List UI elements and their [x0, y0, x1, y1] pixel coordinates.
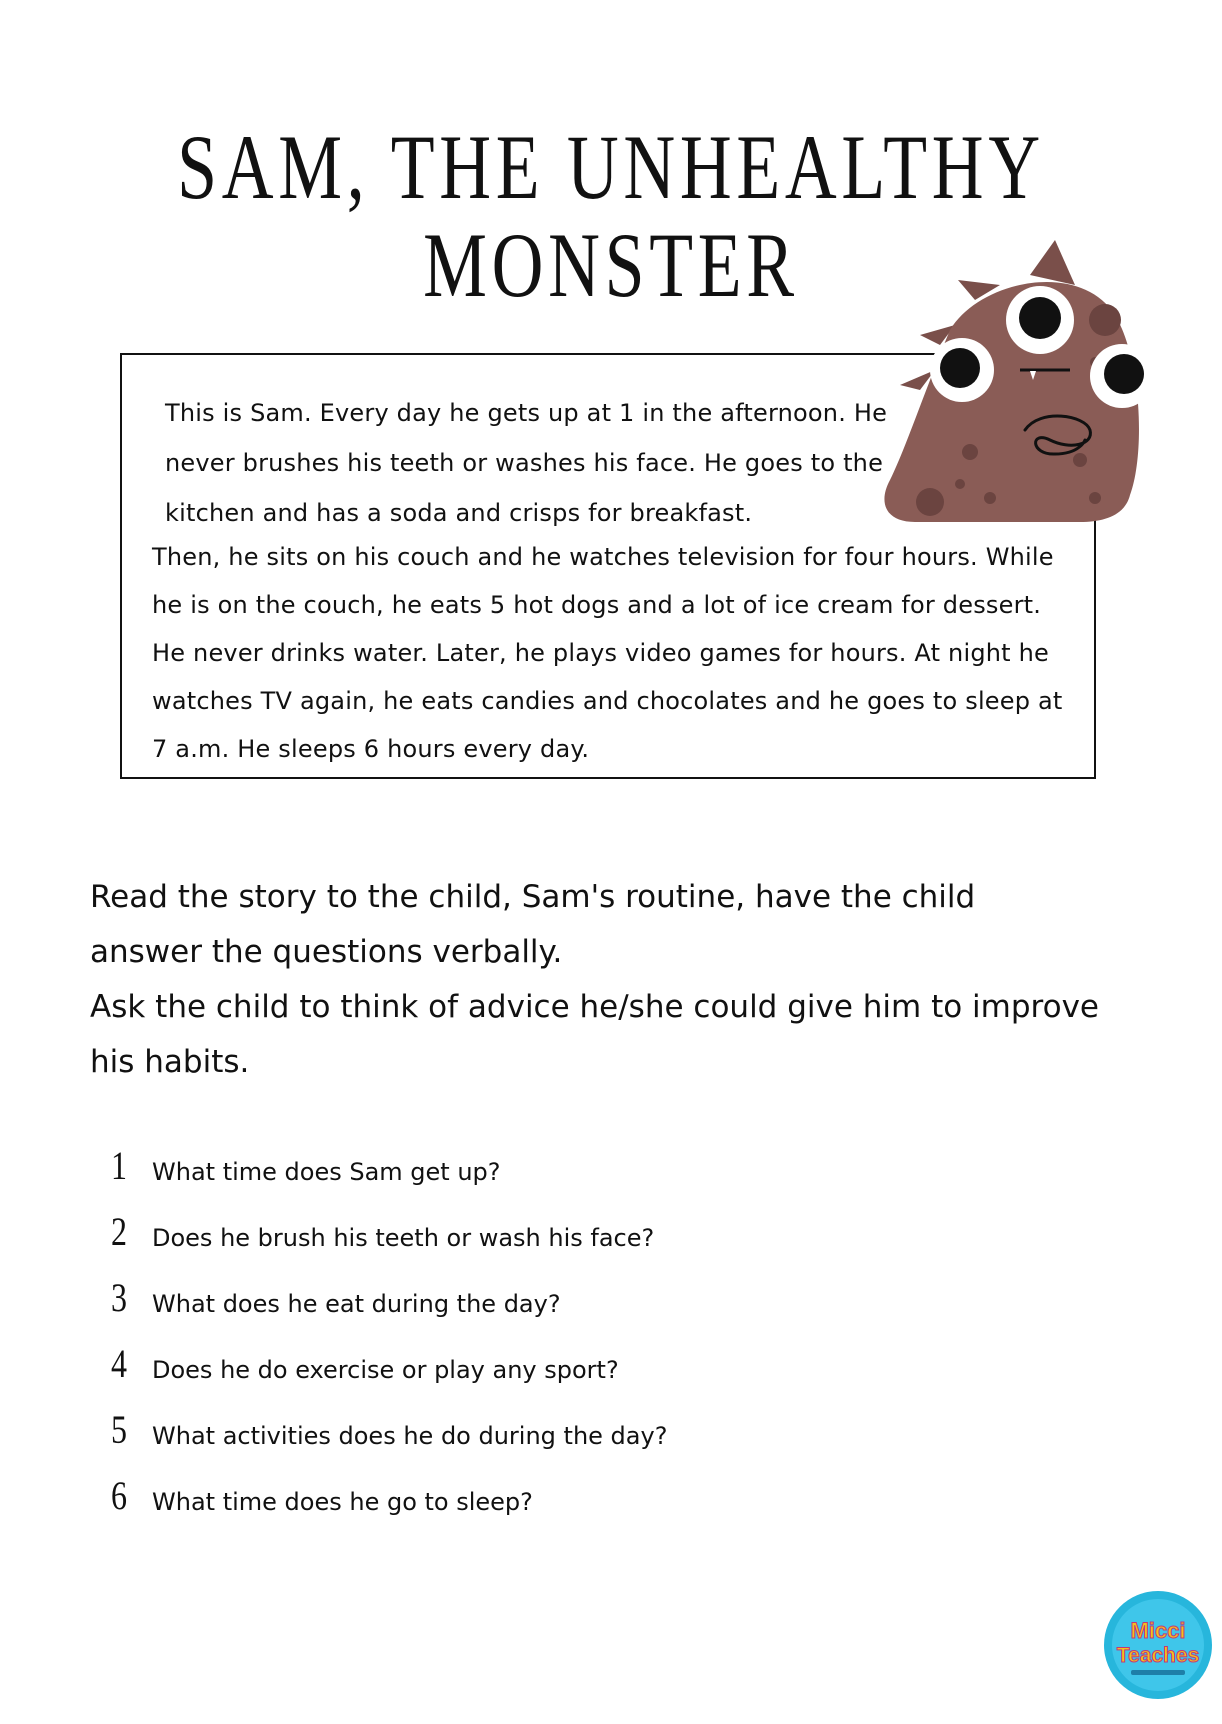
- story-line: 7 a.m. He sleeps 6 hours every day.: [152, 735, 590, 763]
- question-text: Does he brush his teeth or wash his face?: [152, 1224, 655, 1252]
- instruction-line: Read the story to the child, Sam's routine, have the child: [90, 879, 976, 915]
- instructions: [90, 870, 1099, 1090]
- question-number: 3: [111, 1275, 127, 1320]
- logo-tagline-bar: [1131, 1670, 1185, 1675]
- story-line: never brushes his teeth or washes his face. He goes to the: [165, 449, 884, 477]
- story-line: This is Sam. Every day he gets up at 1 in the afternoon. He: [165, 399, 888, 427]
- monster-horn: [1030, 240, 1075, 285]
- question-item: [108, 1209, 1008, 1280]
- instruction-line: Ask the child to think of advice he/she could give him to improve: [90, 989, 1099, 1025]
- question-number: 1: [111, 1143, 127, 1188]
- story-line: kitchen and has a soda and crisps for breakfast.: [165, 499, 753, 527]
- question-item: [108, 1143, 1008, 1214]
- instruction-line: his habits.: [90, 1044, 250, 1080]
- monster-spot: [1089, 492, 1101, 504]
- monster-spot: [916, 488, 944, 516]
- logo-text-2: Teaches: [1116, 1644, 1200, 1667]
- monster-eye-pupil: [1104, 354, 1144, 394]
- monster-eye-pupil: [940, 348, 980, 388]
- question-item: [108, 1275, 1008, 1346]
- title-line-2: MONSTER: [423, 214, 799, 316]
- question-text: What activities does he do during the day?: [152, 1422, 668, 1450]
- monster-spot: [1073, 453, 1087, 467]
- logo-text-1: Micci: [1130, 1618, 1186, 1643]
- question-number: 6: [111, 1473, 127, 1518]
- micci-teaches-logo: [1103, 1590, 1213, 1700]
- monster-spot: [1089, 304, 1121, 336]
- monster-illustration: [880, 240, 1160, 540]
- question-item: [108, 1341, 1008, 1412]
- monster-eye-pupil: [1019, 297, 1061, 339]
- question-number: 4: [111, 1341, 127, 1386]
- question-text: What does he eat during the day?: [152, 1290, 561, 1318]
- question-number: 2: [111, 1209, 127, 1254]
- monster-spot: [955, 479, 965, 489]
- question-text: What time does he go to sleep?: [152, 1488, 533, 1516]
- question-list: [108, 1143, 1008, 1544]
- story-intro: [165, 388, 925, 538]
- question-text: What time does Sam get up?: [152, 1158, 501, 1186]
- story-line: Then, he sits on his couch and he watches television for four hours. While: [152, 543, 1054, 571]
- monster-spot: [962, 444, 978, 460]
- story-body: [152, 533, 1063, 773]
- question-number: 5: [111, 1407, 127, 1452]
- story-line: watches TV again, he eats candies and chocolates and he goes to sleep at: [152, 687, 1063, 715]
- story-line: he is on the couch, he eats 5 hot dogs and a lot of ice cream for dessert.: [152, 591, 1042, 619]
- story-line: He never drinks water. Later, he plays video games for hours. At night he: [152, 639, 1049, 667]
- instruction-line: answer the questions verbally.: [90, 934, 563, 970]
- question-item: [108, 1473, 1008, 1544]
- question-item: [108, 1407, 1008, 1478]
- title-line-1: SAM, THE UNHEALTHY: [177, 116, 1045, 218]
- question-text: Does he do exercise or play any sport?: [152, 1356, 619, 1384]
- monster-spot: [984, 492, 996, 504]
